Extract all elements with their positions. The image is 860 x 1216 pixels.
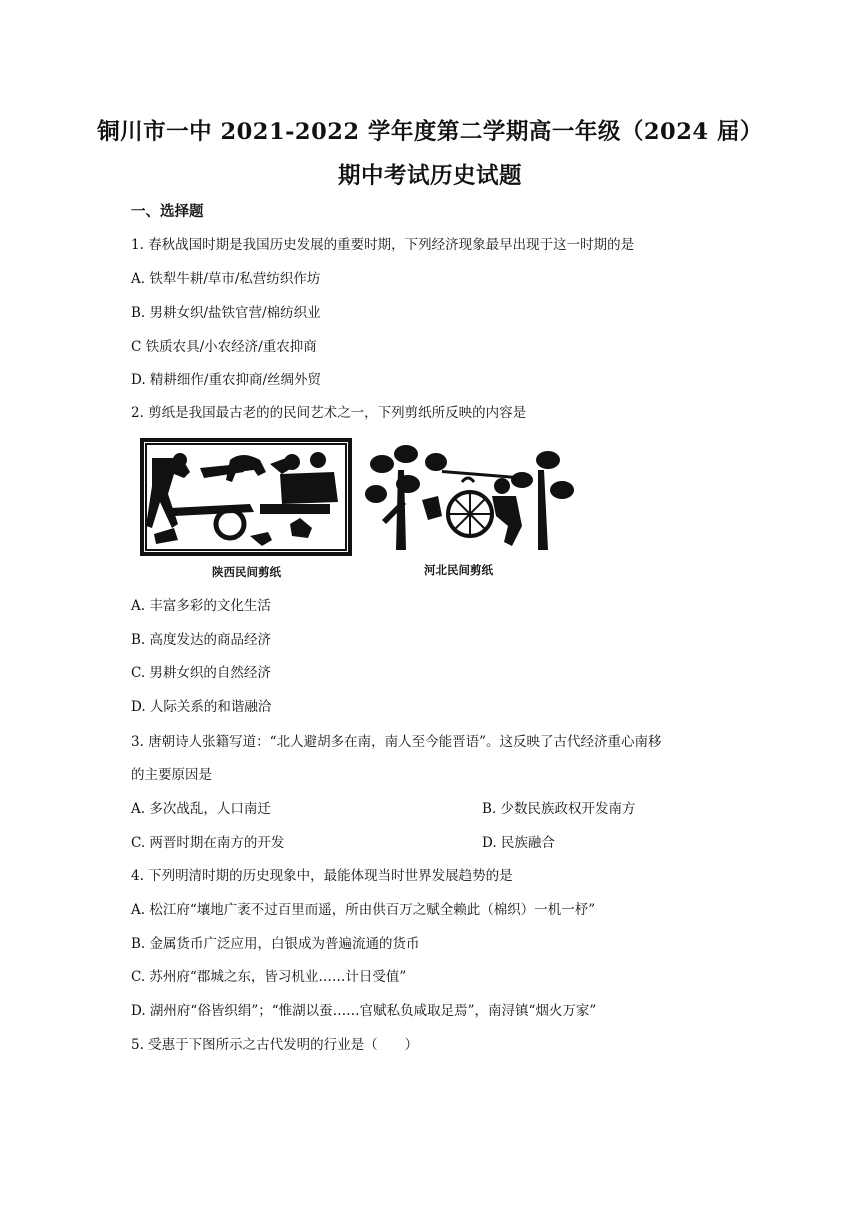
question-2-option-b: B. 高度发达的商品经济 — [131, 632, 272, 648]
question-3-option-d: D. 民族融合 — [482, 835, 555, 851]
hebei-papercut-image — [362, 440, 578, 554]
question-3-option-b: B. 少数民族政权开发南方 — [482, 801, 636, 817]
question-2-option-d: D. 人际关系的和谐融洽 — [131, 699, 272, 715]
question-1-option-c: C 铁质农具/小农经济/重农抑商 — [131, 339, 317, 355]
question-3-stem-line1: 3. 唐朝诗人张籍写道：“北人避胡多在南，南人至今能晋语”。这反映了古代经济重心南移 — [131, 734, 662, 750]
question-1-option-d: D. 精耕细作/重农抑商/丝绸外贸 — [131, 372, 322, 388]
question-4-stem: 4. 下列明清时期的历史现象中，最能体现当时世界发展趋势的是 — [131, 868, 513, 884]
question-1-option-b: B. 男耕女织/盐铁官营/棉纺织业 — [131, 305, 321, 321]
caption-shaanxi-papercut: 陕西民间剪纸 — [212, 565, 281, 579]
question-3-option-a: A. 多次战乱，人口南迁 — [131, 801, 271, 817]
question-4-option-c: C. 苏州府“郡城之东，皆习机业……计日受值” — [131, 969, 407, 985]
papercut-figure — [140, 438, 580, 584]
question-3-option-c: C. 两晋时期在南方的开发 — [131, 835, 285, 851]
shaanxi-papercut-image — [140, 438, 352, 556]
question-2-option-a: A. 丰富多彩的文化生活 — [131, 598, 271, 614]
question-1-stem: 1. 春秋战国时期是我国历史发展的重要时期，下列经济现象最早出现于这一时期的是 — [131, 237, 635, 253]
question-4-option-d: D. 湖州府“俗皆织绢”；“惟湖以蚕……官赋私负咸取足焉”，南浔镇“烟火万家” — [131, 1003, 597, 1019]
exam-title-line1: 铜川市一中 2021-2022 学年度第二学期高一年级（2024 届） — [97, 119, 763, 145]
question-4-option-a: A. 松江府“壤地广袤不过百里而遥，所由供百万之赋全赖此（棉织）一机一杼” — [131, 902, 596, 918]
caption-hebei-papercut: 河北民间剪纸 — [424, 563, 493, 577]
exam-title-line2: 期中考试历史试题 — [337, 163, 522, 189]
question-1-option-a: A. 铁犁牛耕/草市/私营纺织作坊 — [131, 271, 321, 287]
section-heading-choice: 一、选择题 — [131, 203, 204, 220]
question-2-option-c: C. 男耕女织的自然经济 — [131, 665, 271, 681]
question-5-stem: 5. 受惠于下图所示之古代发明的行业是（ ） — [131, 1037, 419, 1053]
question-3-stem-line2: 的主要原因是 — [131, 767, 212, 783]
question-4-option-b: B. 金属货币广泛应用，白银成为普遍流通的货币 — [131, 936, 420, 952]
question-2-stem: 2. 剪纸是我国最古老的的民间艺术之一，下列剪纸所反映的内容是 — [131, 405, 527, 421]
